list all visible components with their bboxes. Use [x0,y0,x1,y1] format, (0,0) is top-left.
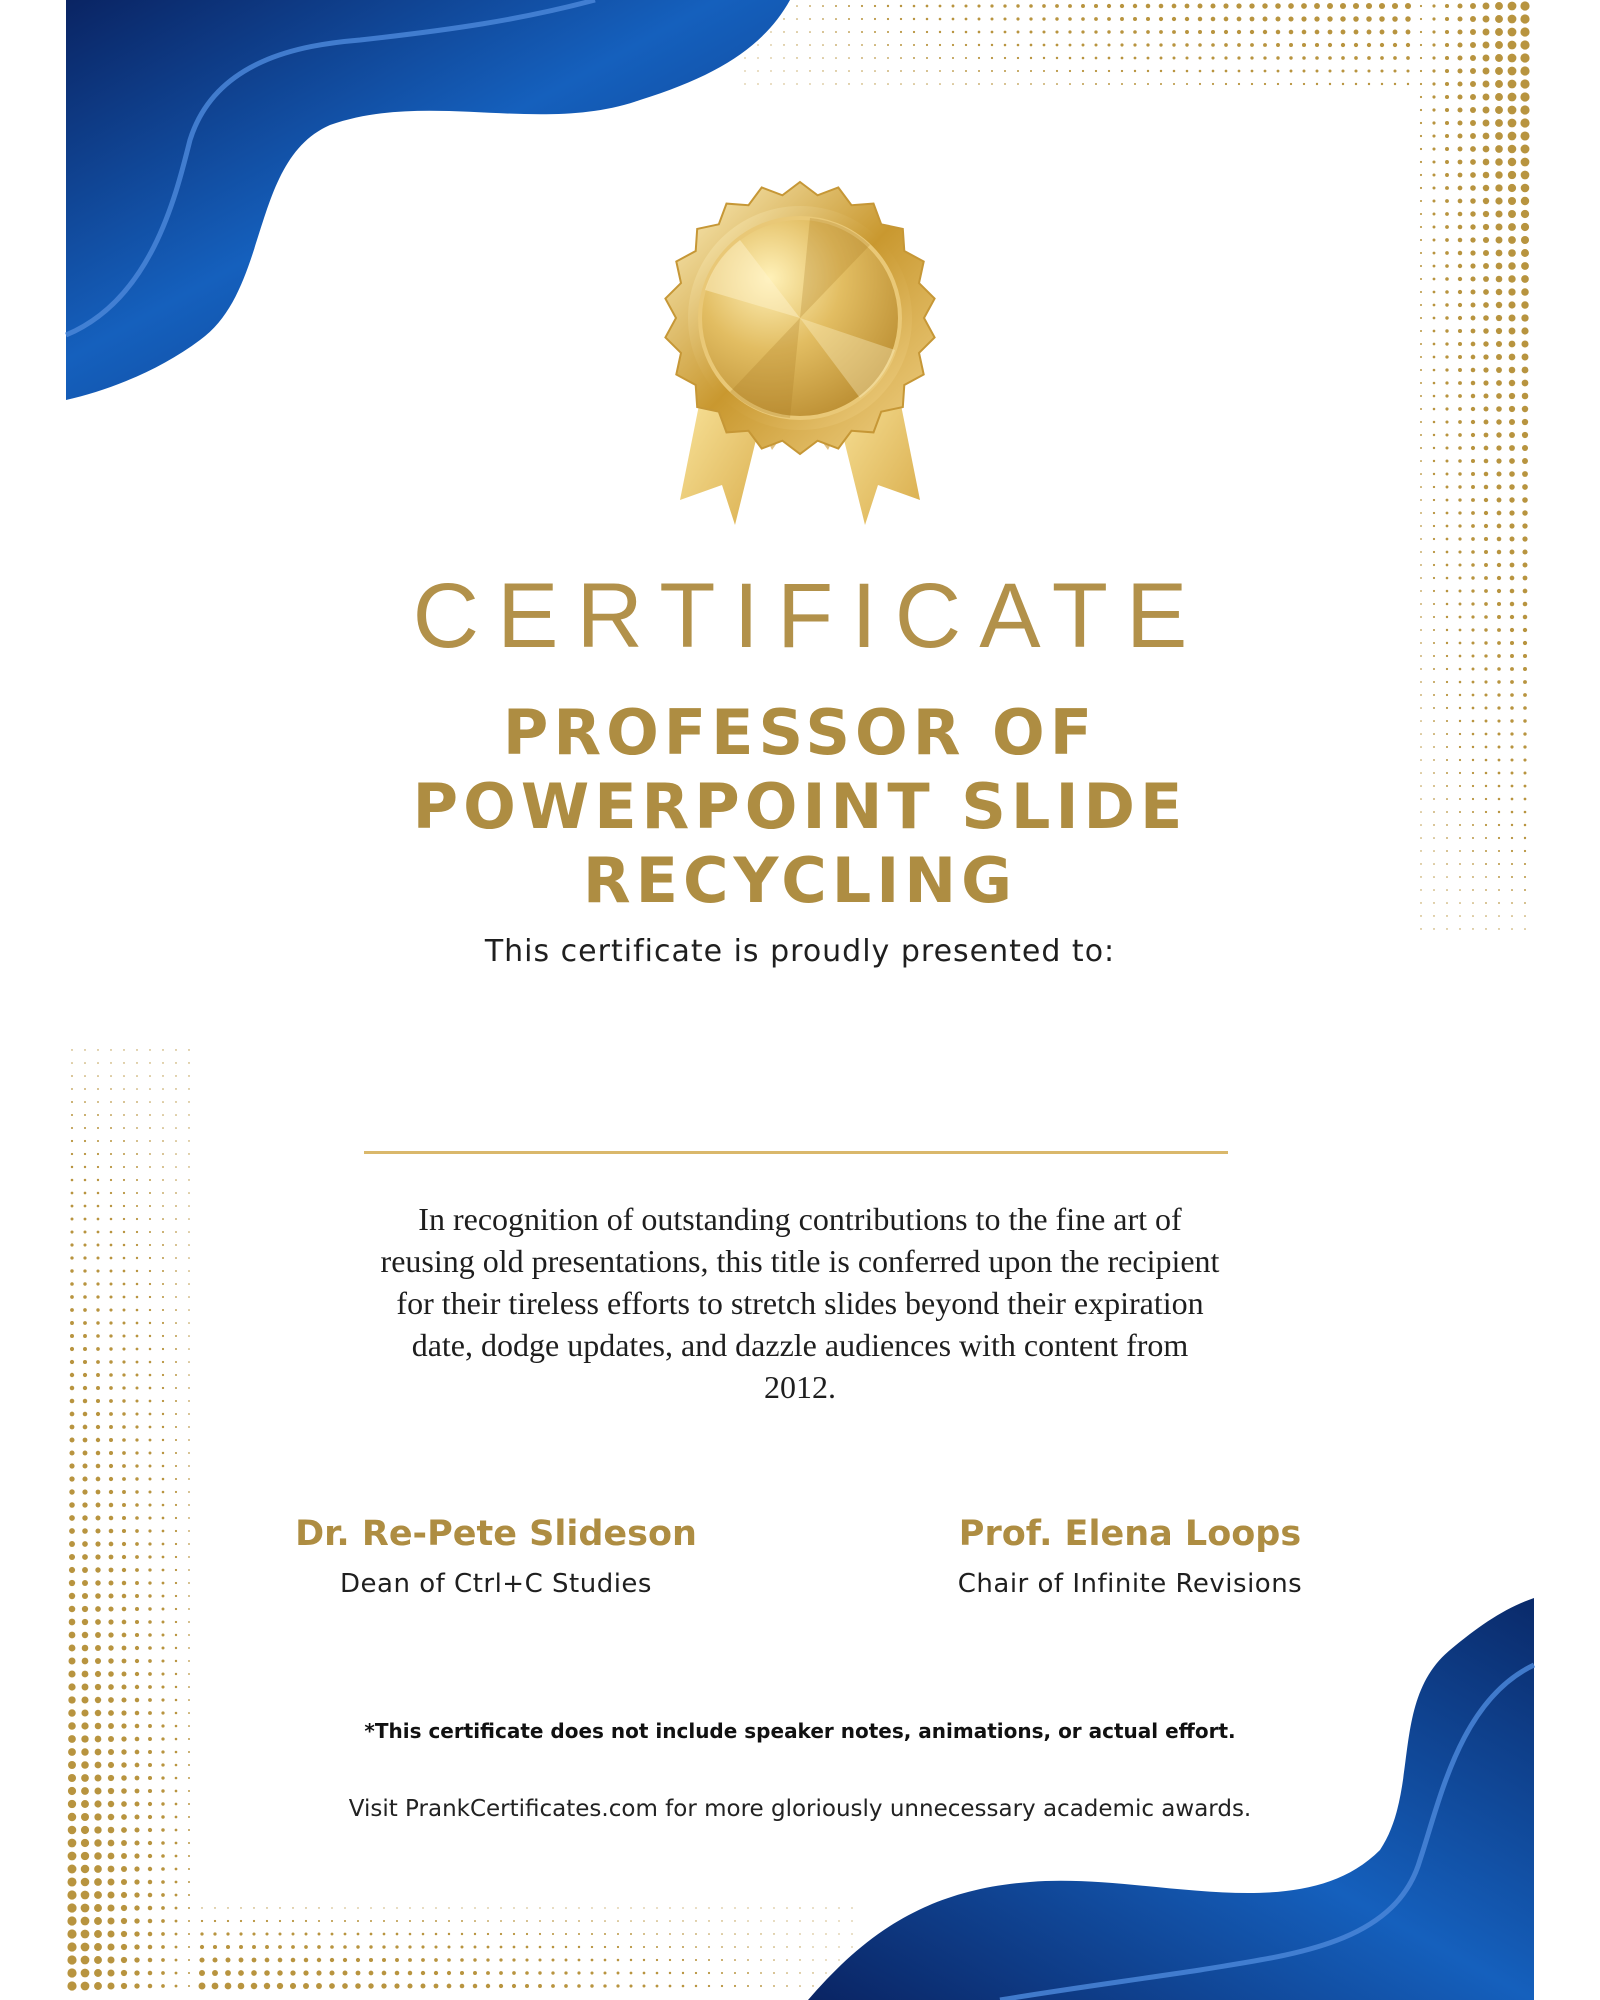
signatory-role: Dean of Ctrl+C Studies [340,1569,652,1599]
signatory-right [870,1510,1390,1604]
award-title: PROFESSOR OF POWERPOINT SLIDE RECYCLING [412,696,1188,917]
signatory-name: Prof. Elena Loops [958,1514,1302,1554]
signatory-left [236,1510,756,1604]
recipient-name-line [364,1151,1228,1154]
gold-medal-ribbon-icon [665,182,934,525]
award-description: In recognition of outstanding contributions to the fine art of reusing old presentations, this title is conferred upon the recipient for their tireless efforts to stretch slides beyond their expiration date, dodge updates, and dazzle audiences with content from 2012. [380,1201,1220,1405]
visit-website-text: Visit PrankCertificates.com for more gloriously unnecessary academic awards. [348,1796,1252,1822]
signatory-name: Dr. Re-Pete Slideson [295,1514,697,1554]
signatory-role: Chair of Infinite Revisions [957,1569,1303,1599]
disclaimer-text: *This certificate does not include speaker notes, animations, or actual effort. [364,1719,1236,1743]
certificate-heading: CERTIFICATE [412,565,1206,667]
presented-to-text: This certificate is proudly presented to: [484,934,1116,969]
